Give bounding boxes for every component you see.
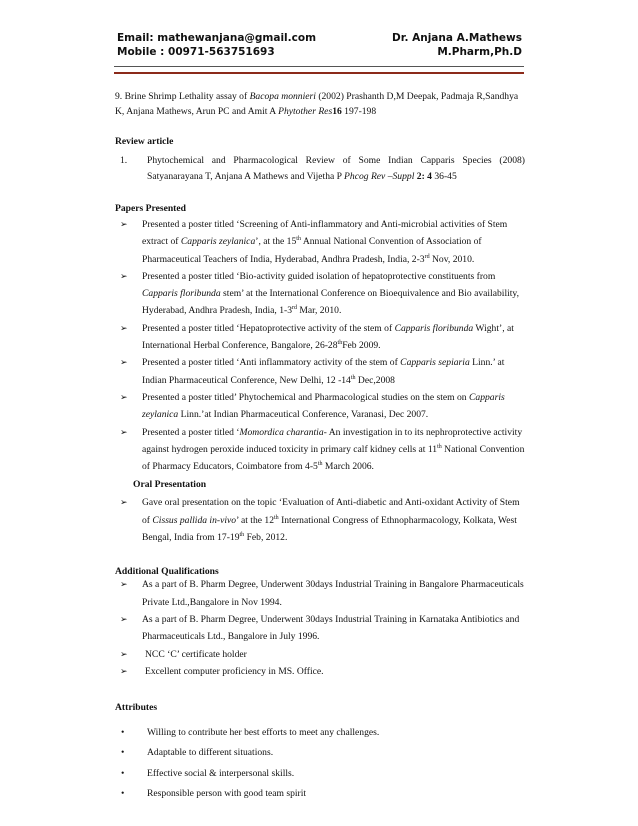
page-header <box>117 31 522 59</box>
review-article-item: 1. Phytochemical and Pharmacological Review of Some Indian Capparis Species (2008) Satyanarayana T, Anjana A Mathews and Vijetha P Phcog Rev –Suppl 2: 4 36-45 <box>115 153 525 185</box>
review-article-heading: Review article <box>115 136 174 147</box>
attribute-item: • Effective social & interpersonal skills. <box>115 765 525 782</box>
arrow-bullet-icon: ➢ <box>120 357 128 368</box>
arrow-bullet-icon: ➢ <box>120 426 128 437</box>
papers-presented-heading: Papers Presented <box>115 203 186 214</box>
paper-item: ➢ Presented a poster titled ‘Momordica charantia- An investigation in to its nephroprotective activity against hydrogen peroxide induced toxicity in primary calf kidney cells at 11th National Convention of Pharmacy Educators, Coimbatore from 4-5th March 2006. <box>115 424 525 476</box>
publication-item-9: 9. Brine Shrimp Lethality assay of Bacopa monnieri (2002) Prashanth D,M Deepak, Padmaja R,Sandhya K, Anjana Mathews, Arun PC and Amit A Phytother Res16 197-198 <box>115 91 519 117</box>
arrow-bullet-icon: ➢ <box>120 613 128 624</box>
arrow-bullet-icon: ➢ <box>120 391 128 402</box>
arrow-bullet-icon: ➢ <box>120 270 128 281</box>
bullet-dot-icon: • <box>121 747 125 759</box>
arrow-bullet-icon: ➢ <box>120 665 128 676</box>
header-degree: M.Pharm,Ph.D <box>437 46 522 58</box>
oral-presentation-heading: Oral Presentation <box>133 479 207 491</box>
header-mobile: Mobile : 00971-563751693 <box>117 46 275 58</box>
qualification-item: ➢ As a part of B. Pharm Degree, Underwent 30days Industrial Training in Karnataka Antibiotics and Pharmaceuticals Ltd., Bangalore in July 1996. <box>115 611 525 646</box>
qualification-item: ➢ NCC ‘C’ certificate holder <box>115 646 525 663</box>
paper-item: ➢ Presented a poster titled ‘Anti inflammatory activity of the stem of Capparis sepiaria Linn.’ at Indian Pharmaceutical Conference, New Delhi, 12 -14th Dec,2008 <box>115 354 525 389</box>
attribute-item: • Willing to contribute her best efforts to meet any challenges. <box>115 724 525 741</box>
oral-presentation-item: ➢ Gave oral presentation on the topic ‘Evaluation of Anti-diabetic and Anti-oxidant Activity of Stem of Cissus pallida in-vivo’ at the 12th International Congress of Ethnopharmacology, Kolkata, West Bengal, India from 17-19th Feb, 2012. <box>115 494 525 546</box>
paper-item: ➢ Presented a poster titled ‘Hepatoprotective activity of the stem of Capparis floribunda Wight’, at International Herbal Conference, Bangalore, 26-28thFeb 2009. <box>115 320 525 355</box>
attributes-heading: Attributes <box>115 702 158 714</box>
paper-item: ➢ Presented a poster titled’ Phytochemical and Pharmacological studies on the stem on Capparis zeylanica Linn.’at Indian Pharmaceutical Conference, Varanasi, Dec 2007. <box>115 389 525 424</box>
attribute-item: • Responsible person with good team spirit <box>115 785 525 802</box>
arrow-bullet-icon: ➢ <box>120 579 128 590</box>
resume-content <box>115 89 525 805</box>
header-name: Dr. Anjana A.Mathews <box>392 32 522 44</box>
qualification-item: ➢ Excellent computer proficiency in MS. Office. <box>115 663 525 680</box>
header-email: Email: mathewanjana@gmail.com <box>117 32 317 44</box>
header-divider-thin <box>114 66 524 67</box>
paper-item: ➢ Presented a poster titled ‘Bio-activity guided isolation of hepatoprotective constituents from Capparis floribunda stem’ at the International Conference on Bioequivalence and Bio availability, Hyderabad, Andhra Pradesh, India, 1-3rd Mar, 2010. <box>115 268 525 320</box>
paper-item: ➢ Presented a poster titled ‘Screening of Anti-inflammatory and Anti-microbial activities of Stem extract of Capparis zeylanica’, at the 15th Annual National Convention of Association of Pharmaceutical Teachers of India, Hyderabad, Andhra Pradesh, India, 2-3rd Nov, 2010. <box>115 216 525 268</box>
arrow-bullet-icon: ➢ <box>120 497 128 508</box>
bullet-dot-icon: • <box>121 727 125 739</box>
additional-qualifications-heading: Additional Qualifications <box>115 566 219 578</box>
header-divider-thick <box>114 72 524 74</box>
arrow-bullet-icon: ➢ <box>120 648 128 659</box>
bullet-dot-icon: • <box>121 788 125 800</box>
arrow-bullet-icon: ➢ <box>120 219 128 229</box>
attribute-item: • Adaptable to different situations. <box>115 744 525 761</box>
review-article-number: 1. <box>120 155 128 166</box>
bullet-dot-icon: • <box>121 767 125 779</box>
arrow-bullet-icon: ➢ <box>120 322 128 333</box>
qualification-item: ➢ As a part of B. Pharm Degree, Underwent 30days Industrial Training in Bangalore Pharmaceuticals Private Ltd.,Bangalore in Nov 1994. <box>115 576 525 611</box>
